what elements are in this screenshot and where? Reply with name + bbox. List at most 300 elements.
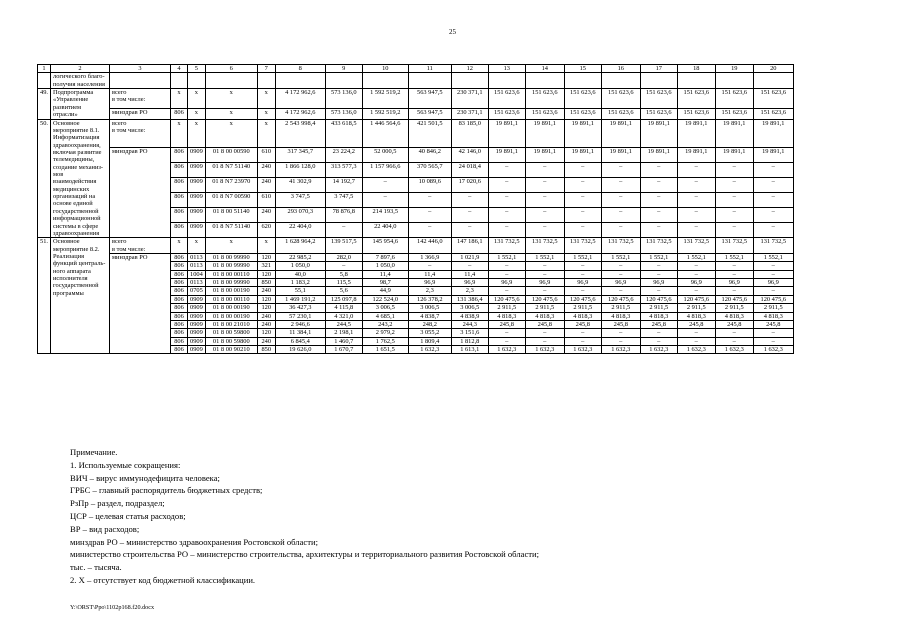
table-cell: 120 475,6: [564, 295, 601, 303]
table-cell: 0909: [188, 345, 206, 353]
table-cell: 3 006,5: [451, 304, 488, 312]
notes-block: [70, 446, 539, 587]
table-cell: 1 809,4: [408, 337, 451, 345]
note-line: министерство строительства РО – министерство строительства, архитектуры и территориального развития Ростовской области;: [70, 549, 539, 560]
executor-label: минздрав РО: [112, 147, 148, 155]
table-cell: 1004: [188, 270, 206, 278]
table-cell: 806: [171, 162, 188, 177]
table-cell: [275, 73, 325, 89]
table-cell: –: [488, 337, 525, 345]
table-cell: [257, 73, 275, 89]
table-cell: 214 193,5: [362, 208, 408, 223]
measure-detail-row: [38, 208, 794, 223]
table-cell: 240: [257, 177, 275, 192]
measure-detail-row: [38, 162, 794, 177]
table-cell: [715, 73, 753, 89]
table-cell: 01 8 00 51140: [205, 208, 257, 223]
table-cell: –: [640, 177, 677, 192]
table-cell: 0909: [188, 147, 206, 162]
table-cell: 3 006,5: [362, 304, 408, 312]
table-cell: –: [488, 162, 525, 177]
table-cell: –: [677, 162, 715, 177]
measure-detail-row: [38, 177, 794, 192]
item-name-line: государственной: [53, 207, 99, 215]
table-cell: 0909: [188, 162, 206, 177]
item-name-line: логического благо-: [53, 73, 105, 81]
table-cell: 620: [257, 223, 275, 238]
executor-cell: [110, 108, 171, 119]
note-line: РзПр – раздел, подраздел;: [70, 498, 165, 509]
table-cell: 126 378,2: [408, 295, 451, 303]
table-cell: 131 732,5: [677, 238, 715, 254]
table-cell: 0909: [188, 312, 206, 320]
table-cell: –: [677, 193, 715, 208]
table-cell: 1 592 519,2: [362, 89, 408, 109]
table-cell: 0909: [188, 208, 206, 223]
measure-detail-row: [38, 147, 794, 162]
table-cell: –: [451, 208, 488, 223]
table-cell: х: [188, 89, 206, 109]
table-cell: –: [640, 208, 677, 223]
table-cell: 806: [171, 177, 188, 192]
note-line: ВИЧ – вирус иммунодефицита человека;: [70, 472, 220, 483]
table-cell: –: [601, 270, 640, 278]
table-cell: 36 427,3: [275, 304, 325, 312]
table-cell: [110, 73, 171, 89]
table-cell: –: [488, 329, 525, 337]
table-cell: [325, 73, 362, 89]
table-cell: 1 552,1: [753, 253, 793, 261]
item-name: [51, 119, 110, 238]
table-cell: [677, 73, 715, 89]
executor-cell: [110, 295, 171, 303]
table-cell: 14 192,7: [325, 177, 362, 192]
table-cell: 4 818,3: [564, 312, 601, 320]
table-cell: 4 838,9: [451, 312, 488, 320]
table-cell: 151 623,6: [677, 108, 715, 119]
table-cell: 1 021,9: [451, 253, 488, 261]
table-cell: 1 050,0: [362, 262, 408, 270]
table-cell: 4 818,3: [525, 312, 564, 320]
item-name: [51, 73, 110, 89]
table-cell: 433 618,5: [325, 119, 362, 147]
item-name-line: мероприятие 8.2.: [53, 245, 100, 253]
table-cell: –: [362, 193, 408, 208]
table-cell: [525, 73, 564, 89]
column-number: 17: [640, 65, 677, 73]
continuation-row: [38, 73, 794, 89]
table-cell: 245,8: [753, 320, 793, 328]
table-cell: –: [564, 262, 601, 270]
table-cell: 1 632,3: [408, 345, 451, 353]
measure-detail-row: [38, 193, 794, 208]
column-number: 4: [171, 65, 188, 73]
item-name-line: телемедицины,: [53, 156, 95, 164]
table-cell: 01 8 N7 51140: [205, 223, 257, 238]
table-cell: 2,3: [408, 287, 451, 295]
item-name-line: исполнителя: [53, 275, 88, 283]
table-cell: 806: [171, 147, 188, 162]
column-number: 5: [188, 65, 206, 73]
table-cell: 573 136,0: [325, 89, 362, 109]
table-cell: –: [408, 208, 451, 223]
table-cell: х: [205, 119, 257, 147]
table-cell: [38, 73, 51, 89]
table-cell: 2 911,5: [525, 304, 564, 312]
table-cell: 151 623,6: [715, 89, 753, 109]
note-line: ВР – вид расходов;: [70, 523, 140, 534]
table-cell: –: [677, 177, 715, 192]
table-cell: 806: [171, 304, 188, 312]
table-cell: 850: [257, 279, 275, 287]
note-line: 1. Используемые сокращения:: [70, 459, 181, 470]
table-cell: 0113: [188, 253, 206, 261]
table-cell: 01 8 00 59800: [205, 337, 257, 345]
table-cell: 131 732,5: [525, 238, 564, 254]
table-cell: 01 8 00 00190: [205, 312, 257, 320]
budget-table: [37, 64, 794, 354]
table-cell: 7 897,6: [362, 253, 408, 261]
table-cell: х: [188, 119, 206, 147]
table-cell: –: [525, 162, 564, 177]
table-cell: 0909: [188, 337, 206, 345]
table-cell: 293 070,3: [275, 208, 325, 223]
table-cell: 4 172 962,6: [275, 89, 325, 109]
table-cell: 120: [257, 304, 275, 312]
table-cell: 2 946,6: [275, 320, 325, 328]
table-cell: [171, 73, 188, 89]
table-cell: 0909: [188, 320, 206, 328]
executor-cell: [110, 177, 171, 192]
table-cell: 610: [257, 147, 275, 162]
note-line: минздрав РО – министерство здравоохранения Ростовской области;: [70, 536, 318, 547]
executor-cell: [110, 119, 171, 147]
table-cell: –: [525, 177, 564, 192]
item-name-line: создание механиз-: [53, 163, 104, 171]
table-cell: [564, 73, 601, 89]
measure-total-row: [38, 119, 794, 147]
table-cell: –: [753, 193, 793, 208]
item-number: 50.: [38, 119, 51, 238]
table-cell: [753, 73, 793, 89]
table-cell: 282,0: [325, 253, 362, 261]
table-cell: 145 954,6: [362, 238, 408, 254]
table-cell: 4 818,3: [753, 312, 793, 320]
table-cell: 1 552,1: [525, 253, 564, 261]
table-cell: 1 632,3: [525, 345, 564, 353]
file-path-footer: Y:\ORST\Ppo\1102p168.f20.docx: [70, 604, 155, 611]
table-cell: 806: [171, 279, 188, 287]
column-number: 6: [205, 65, 257, 73]
table-cell: 96,9: [640, 279, 677, 287]
item-name: [51, 238, 110, 354]
table-cell: –: [640, 270, 677, 278]
column-number: 15: [564, 65, 601, 73]
executor-label: минздрав РО: [112, 253, 148, 261]
table-cell: 147 186,1: [451, 238, 488, 254]
item-name-line: мероприятие 8.1.: [53, 126, 100, 134]
note-line: ГРБС – главный распорядитель бюджетных средств;: [70, 485, 263, 496]
table-cell: 01 8 00 99990: [205, 253, 257, 261]
note-line: тыс. – тысяча.: [70, 562, 122, 573]
table-cell: 52 000,5: [362, 147, 408, 162]
table-cell: 40 846,2: [408, 147, 451, 162]
table-cell: 240: [257, 337, 275, 345]
table-cell: 125 097,8: [325, 295, 362, 303]
table-cell: 4 838,7: [408, 312, 451, 320]
executor-label: всего: [112, 238, 127, 246]
table-cell: 806: [171, 223, 188, 238]
table-cell: –: [525, 193, 564, 208]
column-number: 8: [275, 65, 325, 73]
table-cell: 3 055,2: [408, 329, 451, 337]
table-cell: 120: [257, 270, 275, 278]
table-cell: 6 845,4: [275, 337, 325, 345]
table-cell: –: [488, 270, 525, 278]
table-cell: –: [488, 177, 525, 192]
table-cell: 1 762,5: [362, 337, 408, 345]
table-cell: –: [564, 208, 601, 223]
executor-cell: [110, 147, 171, 162]
table-cell: 115,5: [325, 279, 362, 287]
table-cell: 96,9: [677, 279, 715, 287]
table-cell: 1 552,1: [601, 253, 640, 261]
table-cell: 01 8 00 21010: [205, 320, 257, 328]
item-name-line: Основное: [53, 119, 80, 127]
column-number: 10: [362, 65, 408, 73]
table-cell: 96,9: [564, 279, 601, 287]
table-cell: 139 517,5: [325, 238, 362, 254]
table-cell: 19 891,1: [564, 119, 601, 147]
table-cell: х: [257, 119, 275, 147]
table-cell: –: [715, 329, 753, 337]
table-cell: 1 552,1: [564, 253, 601, 261]
table-cell: 131 386,4: [451, 295, 488, 303]
table-cell: 151 623,6: [601, 108, 640, 119]
table-cell: –: [715, 337, 753, 345]
table-cell: 1 552,1: [715, 253, 753, 261]
table-cell: –: [640, 287, 677, 295]
table-cell: 19 891,1: [525, 147, 564, 162]
table-cell: 0909: [188, 193, 206, 208]
table-cell: 11,4: [362, 270, 408, 278]
executor-cell: [110, 279, 171, 287]
table-cell: 4 818,3: [640, 312, 677, 320]
table-cell: 1 866 128,0: [275, 162, 325, 177]
table-cell: 151 623,6: [753, 108, 793, 119]
table-cell: 245,8: [564, 320, 601, 328]
table-cell: 0705: [188, 287, 206, 295]
table-cell: 4 321,0: [325, 312, 362, 320]
table-cell: 120 475,6: [677, 295, 715, 303]
table-cell: 0909: [188, 329, 206, 337]
table-cell: –: [753, 287, 793, 295]
measure-detail-row: [38, 337, 794, 345]
table-cell: 245,8: [715, 320, 753, 328]
table-cell: –: [753, 177, 793, 192]
column-number: 3: [110, 65, 171, 73]
table-cell: –: [525, 270, 564, 278]
table-cell: –: [677, 287, 715, 295]
table-cell: 806: [171, 295, 188, 303]
table-cell: 44,9: [362, 287, 408, 295]
table-cell: –: [640, 329, 677, 337]
table-cell: 1 812,8: [451, 337, 488, 345]
table-cell: –: [525, 287, 564, 295]
table-cell: –: [640, 223, 677, 238]
table-cell: [451, 73, 488, 89]
table-cell: 41 302,9: [275, 177, 325, 192]
table-cell: –: [753, 162, 793, 177]
table-cell: 1 592 519,2: [362, 108, 408, 119]
table-cell: 563 947,5: [408, 89, 451, 109]
table-cell: –: [753, 208, 793, 223]
table-cell: 1 632,3: [640, 345, 677, 353]
table-cell: 120 475,6: [640, 295, 677, 303]
table-cell: –: [753, 262, 793, 270]
table-cell: 4 818,3: [715, 312, 753, 320]
table-cell: 240: [257, 208, 275, 223]
table-cell: 1 628 964,2: [275, 238, 325, 254]
table-cell: 240: [257, 320, 275, 328]
note-line: Примечание.: [70, 447, 118, 457]
item-name-line: программы: [53, 289, 84, 297]
table-cell: –: [525, 208, 564, 223]
table-cell: –: [408, 262, 451, 270]
table-cell: –: [640, 162, 677, 177]
table-cell: –: [677, 270, 715, 278]
table-cell: 1 366,9: [408, 253, 451, 261]
table-cell: –: [564, 223, 601, 238]
table-cell: 151 623,6: [640, 89, 677, 109]
table-cell: 19 891,1: [640, 119, 677, 147]
note-line: 2. Х – отсутствует код бюджетной классификации.: [70, 574, 256, 585]
table-cell: 40,0: [275, 270, 325, 278]
table-cell: 120 475,6: [488, 295, 525, 303]
table-cell: –: [601, 287, 640, 295]
table-cell: 01 8 00 90210: [205, 345, 257, 353]
item-name-line: развитием отрасли»: [53, 103, 82, 119]
table-cell: 3 747,5: [275, 193, 325, 208]
table-cell: 11,4: [451, 270, 488, 278]
measure-detail-row: [38, 279, 794, 287]
table-cell: [408, 73, 451, 89]
table-cell: 19 891,1: [715, 119, 753, 147]
table-cell: 01 8 00 00110: [205, 270, 257, 278]
table-cell: 151 623,6: [753, 89, 793, 109]
table-cell: 96,9: [408, 279, 451, 287]
table-cell: 11,4: [408, 270, 451, 278]
table-cell: 245,8: [677, 320, 715, 328]
table-cell: 151 623,6: [488, 108, 525, 119]
table-cell: 2 911,5: [715, 304, 753, 312]
table-cell: –: [488, 287, 525, 295]
table-cell: –: [601, 329, 640, 337]
table-cell: –: [677, 223, 715, 238]
table-cell: 2,3: [451, 287, 488, 295]
column-number: 1: [38, 65, 51, 73]
item-name-line: медицинских: [53, 185, 90, 193]
table-cell: 120 475,6: [601, 295, 640, 303]
executor-cell: [110, 238, 171, 254]
table-cell: 2 543 998,4: [275, 119, 325, 147]
executor-cell: [110, 320, 171, 328]
table-cell: –: [753, 223, 793, 238]
table-cell: –: [564, 162, 601, 177]
table-cell: [601, 73, 640, 89]
item-name-line: функций централь-: [53, 260, 106, 268]
executor-cell: [110, 223, 171, 238]
table-cell: 23 224,2: [325, 147, 362, 162]
table-cell: 01 8 00 00190: [205, 287, 257, 295]
table-cell: 2 911,5: [640, 304, 677, 312]
table-cell: 806: [171, 337, 188, 345]
item-name-line: системы в сфере: [53, 222, 99, 230]
measure-detail-row: [38, 329, 794, 337]
table-cell: 11 384,1: [275, 329, 325, 337]
table-cell: х: [205, 89, 257, 109]
measure-detail-row: [38, 270, 794, 278]
header-row: [38, 65, 794, 73]
table-cell: 4 115,8: [325, 304, 362, 312]
table-cell: 0113: [188, 279, 206, 287]
item-name-line: Подпрограмма: [53, 89, 94, 97]
table-cell: –: [362, 177, 408, 192]
table-cell: 96,9: [715, 279, 753, 287]
table-cell: –: [408, 193, 451, 208]
table-cell: 2 979,2: [362, 329, 408, 337]
table-cell: 22 404,0: [362, 223, 408, 238]
table-cell: х: [257, 89, 275, 109]
table-cell: [488, 73, 525, 89]
table-cell: 96,9: [451, 279, 488, 287]
table-cell: 19 891,1: [753, 147, 793, 162]
table-cell: 245,8: [525, 320, 564, 328]
table-cell: 1 632,3: [564, 345, 601, 353]
item-name-line: Основное: [53, 238, 80, 246]
table-cell: 1 670,7: [325, 345, 362, 353]
item-name-line: Информатизация: [53, 134, 100, 142]
table-cell: –: [715, 262, 753, 270]
executor-cell: [110, 287, 171, 295]
table-cell: 1 632,3: [677, 345, 715, 353]
subprogram-total-row: [38, 89, 794, 109]
table-cell: –: [525, 223, 564, 238]
table-cell: 240: [257, 287, 275, 295]
table-cell: –: [488, 262, 525, 270]
column-number: 11: [408, 65, 451, 73]
table-cell: [362, 73, 408, 89]
table-cell: 19 626,0: [275, 345, 325, 353]
table-cell: 131 732,5: [753, 238, 793, 254]
table-cell: 120: [257, 253, 275, 261]
table-cell: –: [715, 287, 753, 295]
table-cell: –: [640, 262, 677, 270]
table-cell: –: [715, 162, 753, 177]
table-cell: –: [564, 329, 601, 337]
table-cell: 151 623,6: [677, 89, 715, 109]
table-cell: 0909: [188, 295, 206, 303]
table-cell: –: [451, 262, 488, 270]
table-cell: 1 632,3: [488, 345, 525, 353]
table-cell: –: [601, 262, 640, 270]
table-cell: –: [564, 177, 601, 192]
measure-total-row: [38, 238, 794, 254]
table-cell: 01 8 00 59800: [205, 329, 257, 337]
measure-detail-row: [38, 312, 794, 320]
table-cell: 96,9: [601, 279, 640, 287]
table-cell: 19 891,1: [564, 147, 601, 162]
